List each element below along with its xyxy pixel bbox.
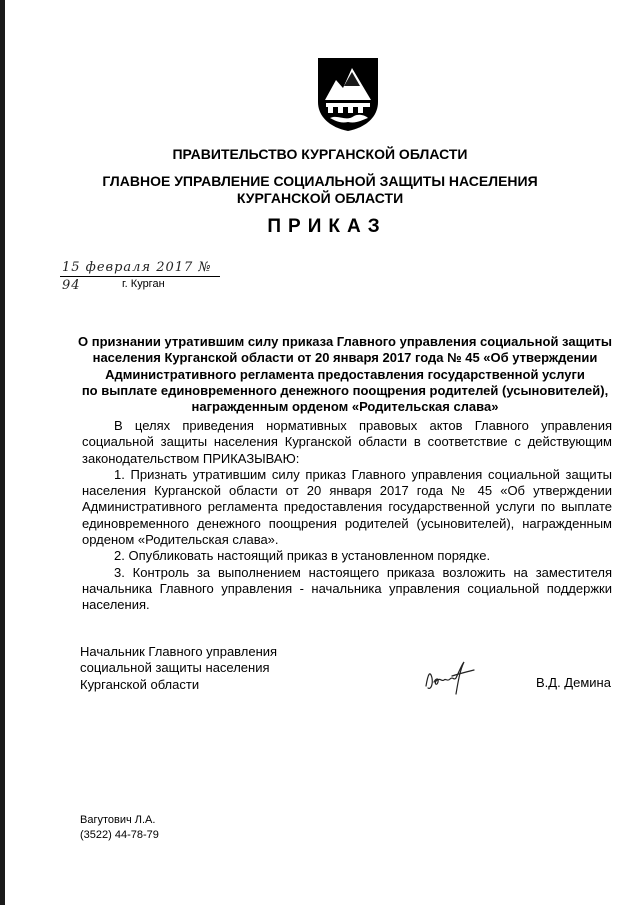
preamble: В целях приведения нормативных правовых актов Главного управления социальной защиты населения Курганской области в соответствие с действующим законодательством ПРИКАЗЫВАЮ:	[82, 418, 612, 466]
city: г. Курган	[122, 278, 165, 290]
date-underline	[60, 276, 220, 277]
subject-line: Административного регламента предоставления государственной услуги	[105, 366, 585, 382]
signatory-title-line1: Начальник Главного управления	[80, 644, 278, 659]
order-body	[82, 418, 612, 614]
subject-line: населения Курганской области от 20 января 2017 года № 45 «Об утверждении	[92, 350, 598, 366]
executor-phone: (3522) 44-78-79	[80, 829, 159, 841]
department-name-line1: ГЛАВНОЕ УПРАВЛЕНИЕ СОЦИАЛЬНОЙ ЗАЩИТЫ НАСЕЛЕНИЯ	[102, 173, 538, 189]
department-name	[0, 173, 640, 207]
subject-line: награжденным орденом «Родительская слава»	[191, 399, 499, 415]
signatory-name: В.Д. Демина	[536, 675, 611, 690]
handwritten-signature-icon	[422, 656, 482, 700]
subject-line: О признании утратившим силу приказа Главного управления социальной защиты	[78, 334, 612, 349]
signatory-title	[80, 644, 277, 693]
coat-of-arms-icon	[316, 56, 380, 132]
document-type: ПРИКАЗ	[267, 216, 387, 237]
executor-name: Вагутович Л.А.	[80, 814, 156, 826]
signatory-title-line2: социальной защиты населения	[80, 660, 270, 676]
department-name-line2: КУРГАНСКОЙ ОБЛАСТИ	[236, 190, 404, 206]
order-item-3: 3. Контроль за выполнением настоящего приказа возложить на заместителя начальника Главного управления - начальника управления социальной поддержки населения.	[82, 564, 612, 613]
subject-line: по выплате единовременного денежного поощрения родителей (усыновителей),	[81, 382, 609, 398]
executor-contact	[80, 813, 159, 843]
scan-edge	[0, 0, 5, 905]
signatory-title-line3: Курганской области	[80, 676, 200, 692]
handwritten-date-text: 15 февраля 2017 № 94	[62, 260, 212, 293]
government-name: ПРАВИТЕЛЬСТВО КУРГАНСКОЙ ОБЛАСТИ	[172, 146, 468, 162]
order-item-1: 1. Признать утратившим силу приказ Главного управления социальной защиты населения Курганской области от 20 января 2017 года № 45 «Об утверждении Административного регламента предоставления государственной услуги по выплате единовременного денежного поощрения родителей (усыновителей), награжденным орденом «Родительская слава».	[82, 466, 612, 548]
order-item-2: 2. Опубликовать настоящий приказ в установленном порядке.	[114, 548, 491, 564]
order-subject	[72, 334, 618, 415]
